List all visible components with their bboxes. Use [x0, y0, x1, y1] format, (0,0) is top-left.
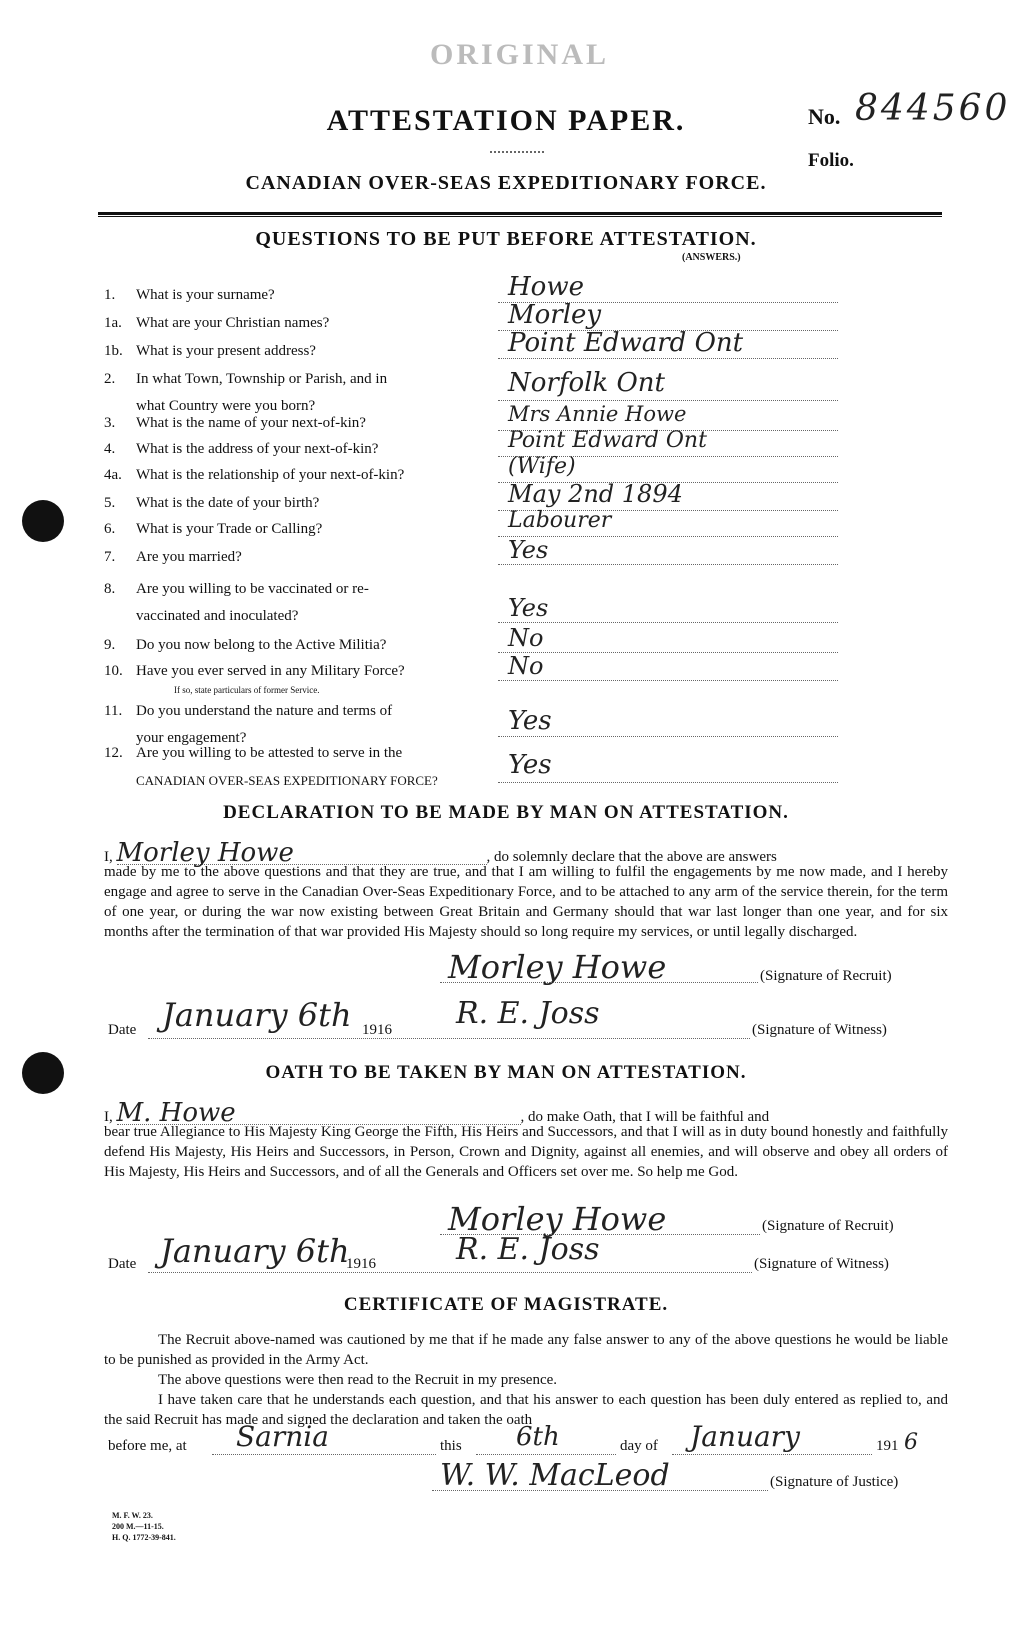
declaration-name: Morley Howe [117, 842, 487, 865]
answer-line [498, 536, 838, 537]
date-line [148, 1272, 752, 1273]
day-line [476, 1454, 616, 1455]
question-5 [104, 490, 490, 517]
certificate-heading: CERTIFICATE OF MAGISTRATE. [343, 1294, 669, 1315]
before-me-label: before me, at [108, 1438, 187, 1454]
question-number: 1b. [104, 343, 123, 359]
question-text: Do you understand the nature and terms of [136, 703, 393, 719]
witness-signature-label: (Signature of Witness) [754, 1256, 889, 1272]
question-6 [104, 516, 490, 543]
question-number: 4a. [104, 467, 122, 483]
certificate-month: January [690, 1420, 800, 1453]
question-8 [104, 576, 490, 630]
folio-label: Folio. [808, 150, 854, 171]
answer-line [498, 564, 838, 565]
question-4 [104, 436, 490, 463]
question-number: 12. [104, 745, 123, 761]
question-10 [104, 658, 490, 695]
question-9 [104, 632, 490, 659]
question-text-continued: your engagement? [136, 730, 247, 746]
answer-present-address: Point Edward Ont [508, 328, 744, 358]
question-text: Are you willing to be attested to serve in the [136, 745, 403, 761]
declaration-body: made by me to the above questions and that they are true, and that I am willing to fulfil the engagements by me now made, and I hereby engage and agree to serve in the Canadian Over-Seas Expeditionary Force, and to be attached to any arm of the service therein, for the term of one year, or during the war now existing between Great Britain and Germany should that war last longer than one year, and for six months after the termination of that war provided His Majesty should so long require my services, or until legally discharged. [104, 864, 948, 940]
question-text: What is the address of your next-of-kin? [136, 441, 379, 457]
regimental-number-label: No. [808, 104, 841, 129]
certificate-year-prefix: 191 [876, 1438, 899, 1454]
original-stamp: ORIGINAL [430, 38, 610, 71]
justice-signature: W. W. MacLeod [440, 1458, 670, 1493]
question-number: 11. [104, 703, 123, 719]
answers-label: (ANSWERS.) [682, 252, 741, 263]
answer-christian-names: Morley [508, 300, 602, 330]
question-text: Have you ever served in any Military Force? [136, 663, 405, 679]
question-number: 1. [104, 287, 116, 303]
answer-line [498, 782, 838, 783]
day-of-label: day of [620, 1438, 658, 1454]
form-code-line: H. Q. 1772-39-841. [112, 1533, 176, 1542]
declaration-prefix: I, [104, 849, 113, 865]
question-number: 7. [104, 549, 116, 565]
title-divider [490, 151, 544, 153]
answer-willing-to-serve: Yes [508, 750, 552, 780]
oath-date: January 6th [160, 1232, 350, 1270]
answer-birthplace: Norfolk Ont [508, 368, 665, 398]
question-1b [104, 338, 490, 365]
question-number: 6. [104, 521, 116, 537]
question-text-continued: what Country were you born? [136, 398, 316, 414]
month-line [672, 1454, 872, 1455]
question-text: What is the date of your birth? [136, 495, 320, 511]
answer-vaccinated: Yes [508, 594, 549, 622]
oath-text-start: , do make Oath, that I will be faithful and [520, 1109, 770, 1125]
answer-line [498, 358, 838, 359]
form-code-line: 200 M.—11-15. [112, 1522, 164, 1531]
document-subtitle: CANADIAN OVER-SEAS EXPEDITIONARY FORCE. [245, 172, 767, 194]
answer-active-militia: No [508, 624, 544, 652]
regimental-number: 844560 [855, 88, 1011, 129]
certificate-paragraph-1: The Recruit above-named was cautioned by me that if he made any false answer to any of the above questions he would be liable to be punished as provided in the Army Act. [104, 1332, 948, 1368]
question-7 [104, 544, 490, 571]
questions-heading: QUESTIONS TO BE PUT BEFORE ATTESTATION. [255, 228, 757, 250]
header-rule-thin [98, 216, 942, 217]
certificate-place: Sarnia [236, 1420, 329, 1453]
question-text: In what Town, Township or Parish, and in [136, 371, 388, 387]
question-number: 1a. [104, 315, 122, 331]
question-number: 2. [104, 371, 116, 387]
certificate-paragraph-2: The above questions were then read to the Recruit in my presence. [158, 1372, 558, 1388]
declaration-heading: DECLARATION TO BE MADE BY MAN ON ATTESTATION. [223, 802, 789, 823]
answer-line [498, 652, 838, 653]
question-text: What is your Trade or Calling? [136, 521, 323, 537]
recruit-signature-label: (Signature of Recruit) [760, 968, 892, 984]
question-text: What is the relationship of your next-of-kin? [136, 467, 405, 483]
question-text: Are you willing to be vaccinated or re- [136, 581, 369, 597]
declaration-date-label: Date [108, 1022, 137, 1038]
answer-next-of-kin: Mrs Annie Howe [508, 402, 687, 426]
answer-trade: Labourer [508, 508, 612, 533]
question-number: 10. [104, 663, 123, 679]
question-text-continued: vaccinated and inoculated? [136, 608, 299, 624]
answer-line [498, 400, 838, 401]
answer-relationship: (Wife) [508, 454, 576, 479]
document-title: ATTESTATION PAPER. [326, 104, 686, 137]
witness-signature-label: (Signature of Witness) [752, 1022, 887, 1038]
form-code [112, 1510, 176, 1543]
question-1 [104, 282, 490, 309]
declaration-recruit-signature: Morley Howe [448, 948, 667, 986]
question-4a [104, 462, 490, 489]
question-text: What are your Christian names? [136, 315, 330, 331]
answer-line [498, 680, 838, 681]
answer-understand-terms: Yes [508, 706, 552, 736]
question-text: What is your surname? [136, 287, 275, 303]
oath-body: bear true Allegiance to His Majesty King George the Fifth, His Heirs and Successors, and that I will as in duty bound honestly and faithfully defend His Majesty, His Heirs and Successors, in Person, Crown and Dignity, against all enemies, and will observe and obey all orders of His Majesty, His Heirs and Successors, and of all the Generals and Officers set over me. So help me God. [104, 1124, 948, 1180]
signature-line [432, 1490, 768, 1491]
oath-recruit-signature: Morley Howe [448, 1200, 667, 1238]
punch-hole [22, 500, 64, 542]
question-3 [104, 410, 490, 437]
question-1a [104, 310, 490, 337]
declaration-witness-signature: R. E. Joss [456, 996, 600, 1031]
header-rule [98, 212, 942, 215]
certificate-paragraph-3: I have taken care that he understands each question, and that his answer to each question has been duly entered as replied to, and the said Recruit has made and signed the declaration and taken the oath [104, 1392, 948, 1428]
question-text: What is your present address? [136, 343, 316, 359]
recruit-signature-label: (Signature of Recruit) [762, 1218, 894, 1234]
signature-line [440, 982, 758, 983]
oath-heading: OATH TO BE TAKEN BY MAN ON ATTESTATION. [265, 1062, 747, 1083]
declaration-date: January 6th [162, 996, 352, 1034]
justice-signature-label: (Signature of Justice) [770, 1474, 899, 1490]
question-number: 4. [104, 441, 116, 457]
oath-name: M. Howe [117, 1102, 521, 1125]
question-note: If so, state particulars of former Service. [174, 685, 320, 695]
question-12 [104, 740, 490, 795]
form-code-line: M. F. W. 23. [112, 1511, 153, 1520]
question-text: Are you married? [136, 549, 242, 565]
answer-next-of-kin-address: Point Edward Ont [508, 428, 707, 453]
oath-witness-signature: R. E. Joss [456, 1232, 600, 1267]
question-number: 5. [104, 495, 116, 511]
certificate-day: 6th [516, 1422, 560, 1452]
question-number: 8. [104, 581, 116, 597]
answer-surname: Howe [508, 272, 584, 302]
question-number: 9. [104, 637, 116, 653]
certificate-year-suffix: 6 [904, 1430, 918, 1455]
question-number: 3. [104, 415, 116, 431]
question-text-continued: CANADIAN OVER-SEAS EXPEDITIONARY FORCE? [136, 773, 438, 788]
date-line [148, 1038, 750, 1039]
oath-prefix: I, [104, 1109, 113, 1125]
declaration-year: 1916 [362, 1022, 392, 1038]
this-label: this [440, 1438, 462, 1454]
answer-line [498, 736, 838, 737]
question-text: Do you now belong to the Active Militia? [136, 637, 387, 653]
oath-year: 1916 [346, 1256, 376, 1272]
answer-military-service: No [508, 652, 544, 680]
oath-date-label: Date [108, 1256, 137, 1272]
question-text: What is the name of your next-of-kin? [136, 415, 366, 431]
answer-married: Yes [508, 536, 549, 564]
declaration-text-start: , do solemnly declare that the above are answers [486, 849, 777, 865]
answer-line [498, 622, 838, 623]
answer-date-of-birth: May 2nd 1894 [508, 480, 683, 508]
place-line [212, 1454, 436, 1455]
